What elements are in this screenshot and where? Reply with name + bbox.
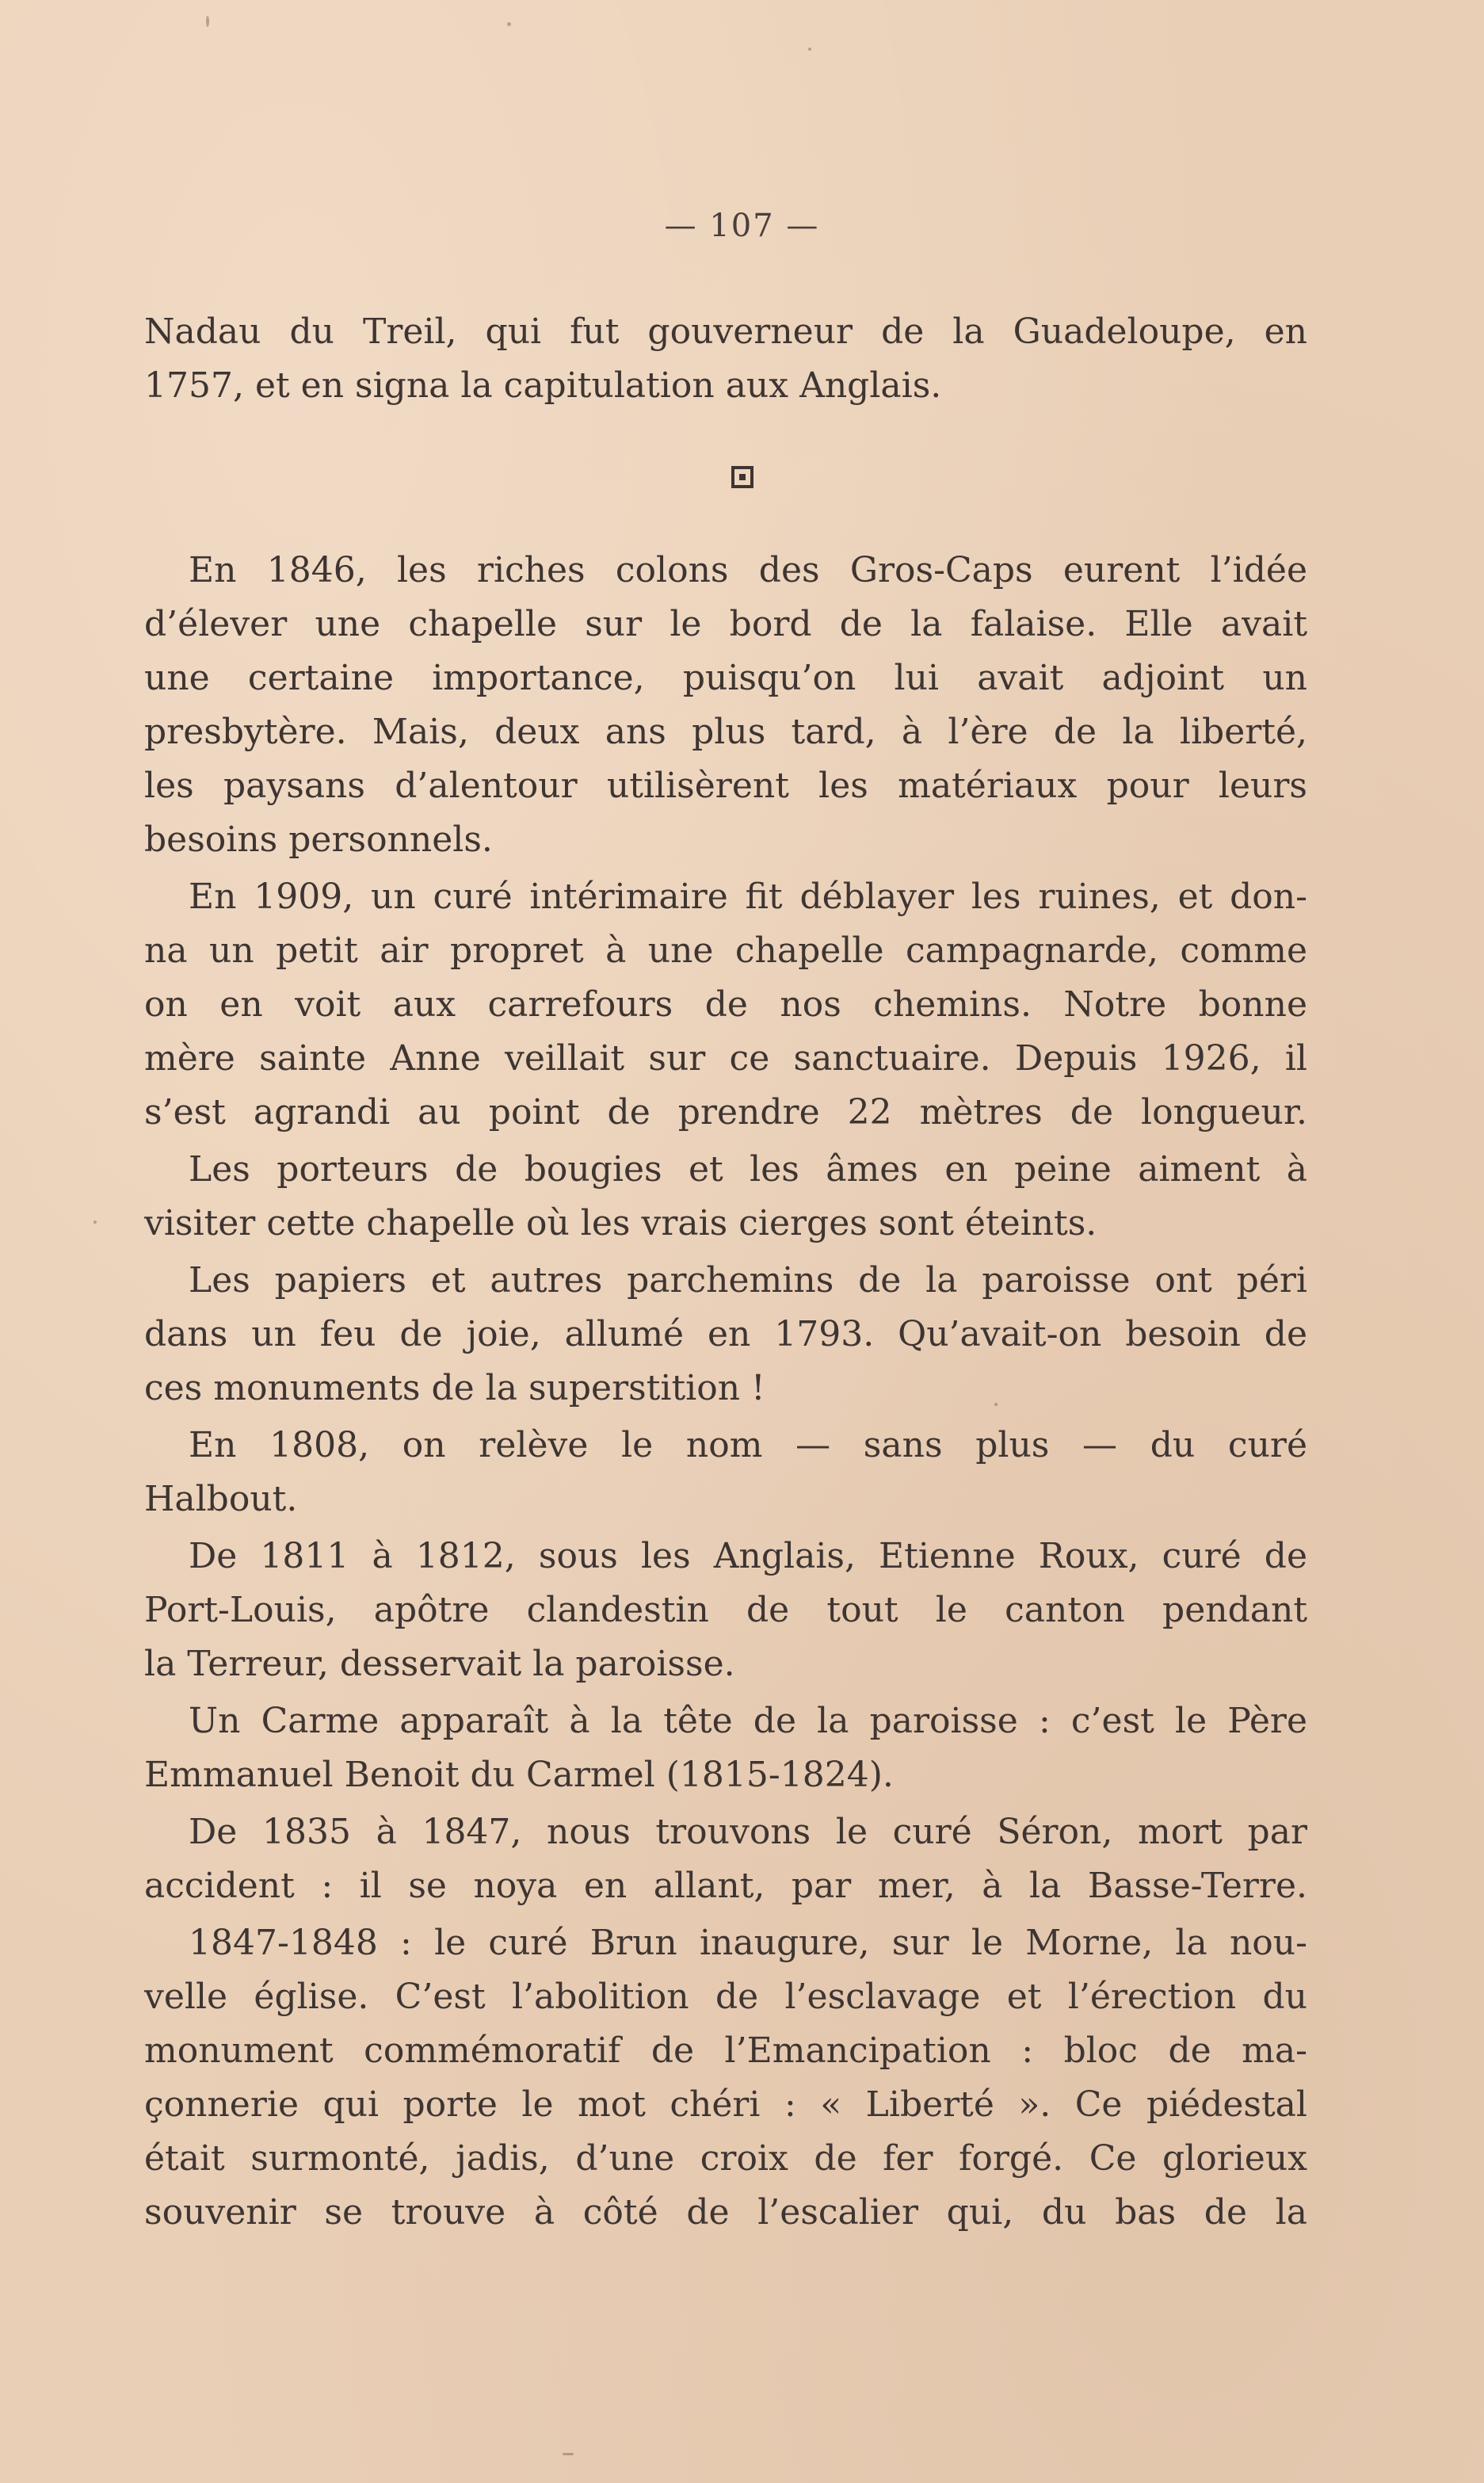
text-line: ces monuments de la superstition !	[144, 1368, 765, 1408]
text-line: était surmonté, jadis, d’une croix de fer forgé. Ce glorieux	[144, 2138, 1307, 2179]
paper-speck	[206, 16, 209, 27]
text-line: velle église. C’est l’abolition de l’esclavage et l’érection du	[144, 1977, 1307, 2017]
paper-speck	[808, 48, 811, 51]
text-line: Les papiers et autres parchemins de la paroisse ont péri	[189, 1260, 1307, 1301]
text-line: 1847-1848 : le curé Brun inaugure, sur le Morne, la nou-	[189, 1923, 1307, 1963]
paragraph	[144, 1530, 1307, 1691]
paragraph	[144, 870, 1307, 1140]
paragraph	[144, 1419, 1307, 1526]
paragraph-continuation	[144, 305, 1307, 413]
paper-speck	[994, 1403, 998, 1406]
text-line: Halbout.	[144, 1479, 298, 1519]
text-line: dans un feu de joie, allumé en 1793. Qu’avait-on besoin de	[144, 1314, 1307, 1354]
page-number: — 107 —	[664, 208, 820, 244]
paper-speck	[93, 1220, 97, 1224]
text-line: les paysans d’alentour utilisèrent les matériaux pour leurs	[144, 766, 1307, 806]
text-line: çonnerie qui porte le mot chéri : « Liberté ». Ce piédestal	[144, 2084, 1307, 2125]
text-line: En 1808, on relève le nom — sans plus — du curé	[189, 1425, 1307, 1465]
text-line: visiter cette chapelle où les vrais cierges sont éteints.	[144, 1203, 1097, 1243]
paper-speck	[507, 22, 511, 26]
text-line: mère sainte Anne veillait sur ce sanctuaire. Depuis 1926, il	[144, 1038, 1307, 1079]
paragraph	[144, 1694, 1307, 1802]
text-line: d’élever une chapelle sur le bord de la falaise. Elle avait	[144, 604, 1307, 644]
square-ornament-icon	[731, 466, 753, 488]
text-line: Emmanuel Benoit du Carmel (1815-1824).	[144, 1755, 894, 1795]
text-line: Port-Louis, apôtre clandestin de tout le canton pendant	[144, 1590, 1307, 1630]
main-text-block	[144, 544, 1307, 2240]
text-line: En 1846, les riches colons des Gros-Caps eurent l’idée	[189, 550, 1307, 590]
text-line: souvenir se trouve à côté de l’escalier qui, du bas de la	[144, 2192, 1307, 2233]
paragraph	[144, 1916, 1307, 2240]
paragraph	[144, 1805, 1307, 1913]
top-text-block	[144, 305, 1307, 413]
text-line: Les porteurs de bougies et les âmes en peine aiment à	[189, 1149, 1307, 1190]
text-line: De 1811 à 1812, sous les Anglais, Etienne Roux, curé de	[189, 1536, 1307, 1576]
text-line: presbytère. Mais, deux ans plus tard, à l’ère de la liberté,	[144, 712, 1307, 752]
text-line: une certaine importance, puisqu’on lui avait adjoint un	[144, 658, 1307, 698]
text-line: besoins personnels.	[144, 819, 493, 860]
paper-speck	[563, 2453, 574, 2455]
text-line: on en voit aux carrefours de nos chemins. Notre bonne	[144, 984, 1307, 1025]
text-line: En 1909, un curé intérimaire fit déblayer les ruines, et don-	[189, 877, 1307, 917]
text-line: na un petit air propret à une chapelle campagnarde, comme	[144, 930, 1307, 971]
paragraph	[144, 544, 1307, 867]
section-separator	[0, 466, 1484, 488]
paragraph	[144, 1254, 1307, 1415]
text-line: Nadau du Treil, qui fut gouverneur de la Guadeloupe, en	[144, 311, 1307, 352]
text-line: De 1835 à 1847, nous trouvons le curé Séron, mort par	[189, 1812, 1307, 1852]
text-line: accident : il se noya en allant, par mer, à la Basse-Terre.	[144, 1866, 1307, 1906]
text-line: la Terreur, desservait la paroisse.	[144, 1644, 735, 1684]
text-line: 1757, et en signa la capitulation aux Anglais.	[144, 365, 942, 406]
paragraph	[144, 1143, 1307, 1251]
text-line: s’est agrandi au point de prendre 22 mètres de longueur.	[144, 1092, 1307, 1133]
text-line: monument commémoratif de l’Emancipation : bloc de ma-	[144, 2030, 1307, 2071]
text-line: Un Carme apparaît à la tête de la paroisse : c’est le Père	[189, 1701, 1307, 1741]
